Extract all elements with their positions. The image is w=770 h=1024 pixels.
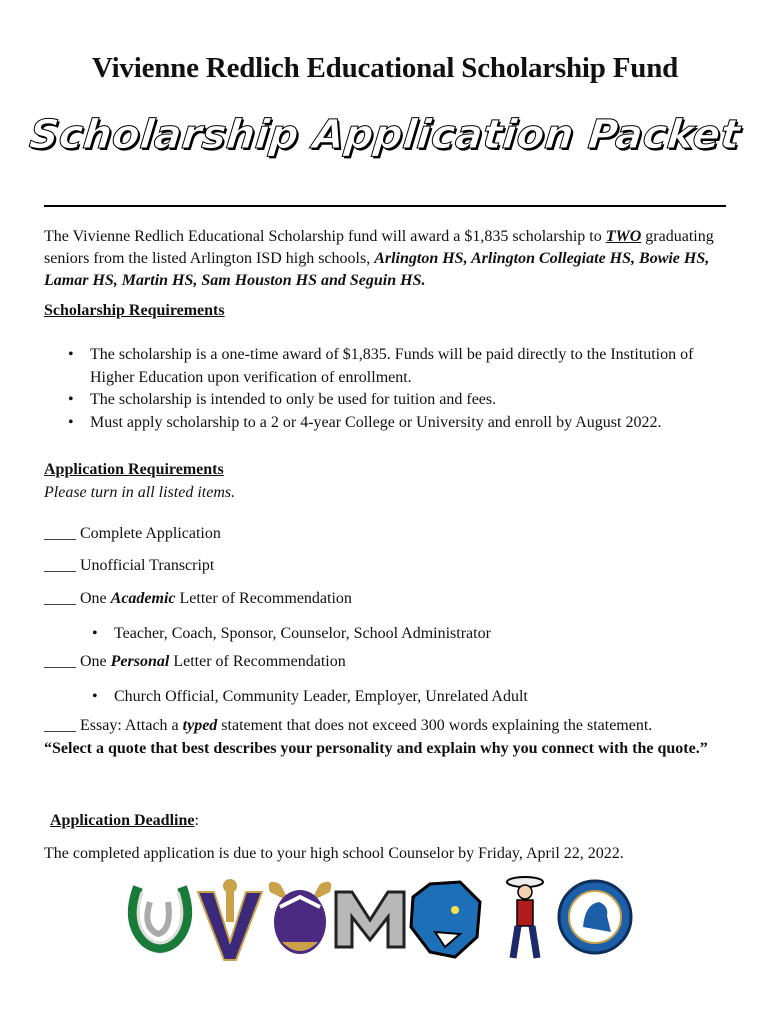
checklist-item-personal-letter: ____ One Personal Letter of Recommendation xyxy=(44,653,346,670)
horseshoe-logo-icon xyxy=(120,872,200,962)
deadline-heading: Application Deadline: xyxy=(50,812,199,829)
intro-paragraph: The Vivienne Redlich Educational Scholarship fund will award a $1,835 scholarship to TWO graduating seniors from the listed Arlington ISD high schools, Arlington HS, Arlington Collegiate HS, Bowie HS, Lamar HS, Martin HS, Sam Houston HS and Seguin HS. xyxy=(44,228,714,289)
essay-quote: “Select a quote that best describes your personality and explain why you connect with the quote.” xyxy=(44,740,708,757)
personal-examples-list xyxy=(92,686,528,709)
school-list: Arlington HS, Arlington Collegiate HS, Bowie HS, Lamar HS, Martin HS, Sam Houston HS and Seguin HS. xyxy=(44,250,710,289)
application-note: Please turn in all listed items. xyxy=(44,484,236,501)
divider xyxy=(44,205,726,207)
cougar-logo-icon xyxy=(405,872,485,962)
lion-logo-icon xyxy=(555,872,635,962)
packet-title: Scholarship Application Packet xyxy=(27,112,743,158)
checklist-item-application: ____ Complete Application xyxy=(44,525,221,542)
list-item: • Teacher, Coach, Sponsor, Counselor, School Administrator xyxy=(92,623,491,646)
checklist-item-transcript: ____ Unofficial Transcript xyxy=(44,557,215,574)
list-item: • Must apply scholarship to a 2 or 4-year College or University and enroll by August 2022. xyxy=(68,412,728,435)
m-logo-icon xyxy=(330,872,410,962)
v-pioneer-logo-icon xyxy=(190,872,270,962)
document-title: Vivienne Redlich Educational Scholarship Fund xyxy=(91,52,679,84)
application-requirements-heading: Application Requirements xyxy=(44,461,224,478)
viking-logo-icon xyxy=(260,872,340,962)
deadline-text: The completed application is due to your high school Counselor by Friday, April 22, 2022. xyxy=(44,845,624,862)
list-item: • The scholarship is a one-time award of $1,835. Funds will be paid directly to the Institution of Higher Education upon verification of enrollment. xyxy=(68,344,728,389)
blank-line: ____ xyxy=(44,717,76,734)
list-item: • Church Official, Community Leader, Employer, Unrelated Adult xyxy=(92,686,528,709)
checklist-item-essay: ____ Essay: Attach a typed statement that does not exceed 300 words explaining the statement. “Select a quote that best describes your personality and explain why you connect with the quote.” xyxy=(44,714,734,760)
texan-logo-icon xyxy=(485,872,565,962)
blank-line: ____ xyxy=(44,653,76,670)
scholarship-requirements-list xyxy=(68,344,728,434)
academic-examples-list xyxy=(92,623,491,646)
list-item: • The scholarship is intended to only be used for tuition and fees. xyxy=(68,389,728,412)
blank-line: ____ xyxy=(44,590,76,607)
school-logos xyxy=(120,872,640,962)
blank-line: ____ xyxy=(44,557,76,574)
scholarship-requirements-heading: Scholarship Requirements xyxy=(44,302,225,319)
two-emphasis: TWO xyxy=(605,228,642,245)
checklist-item-academic-letter: ____ One Academic Letter of Recommendation xyxy=(44,590,352,607)
blank-line: ____ xyxy=(44,525,76,542)
